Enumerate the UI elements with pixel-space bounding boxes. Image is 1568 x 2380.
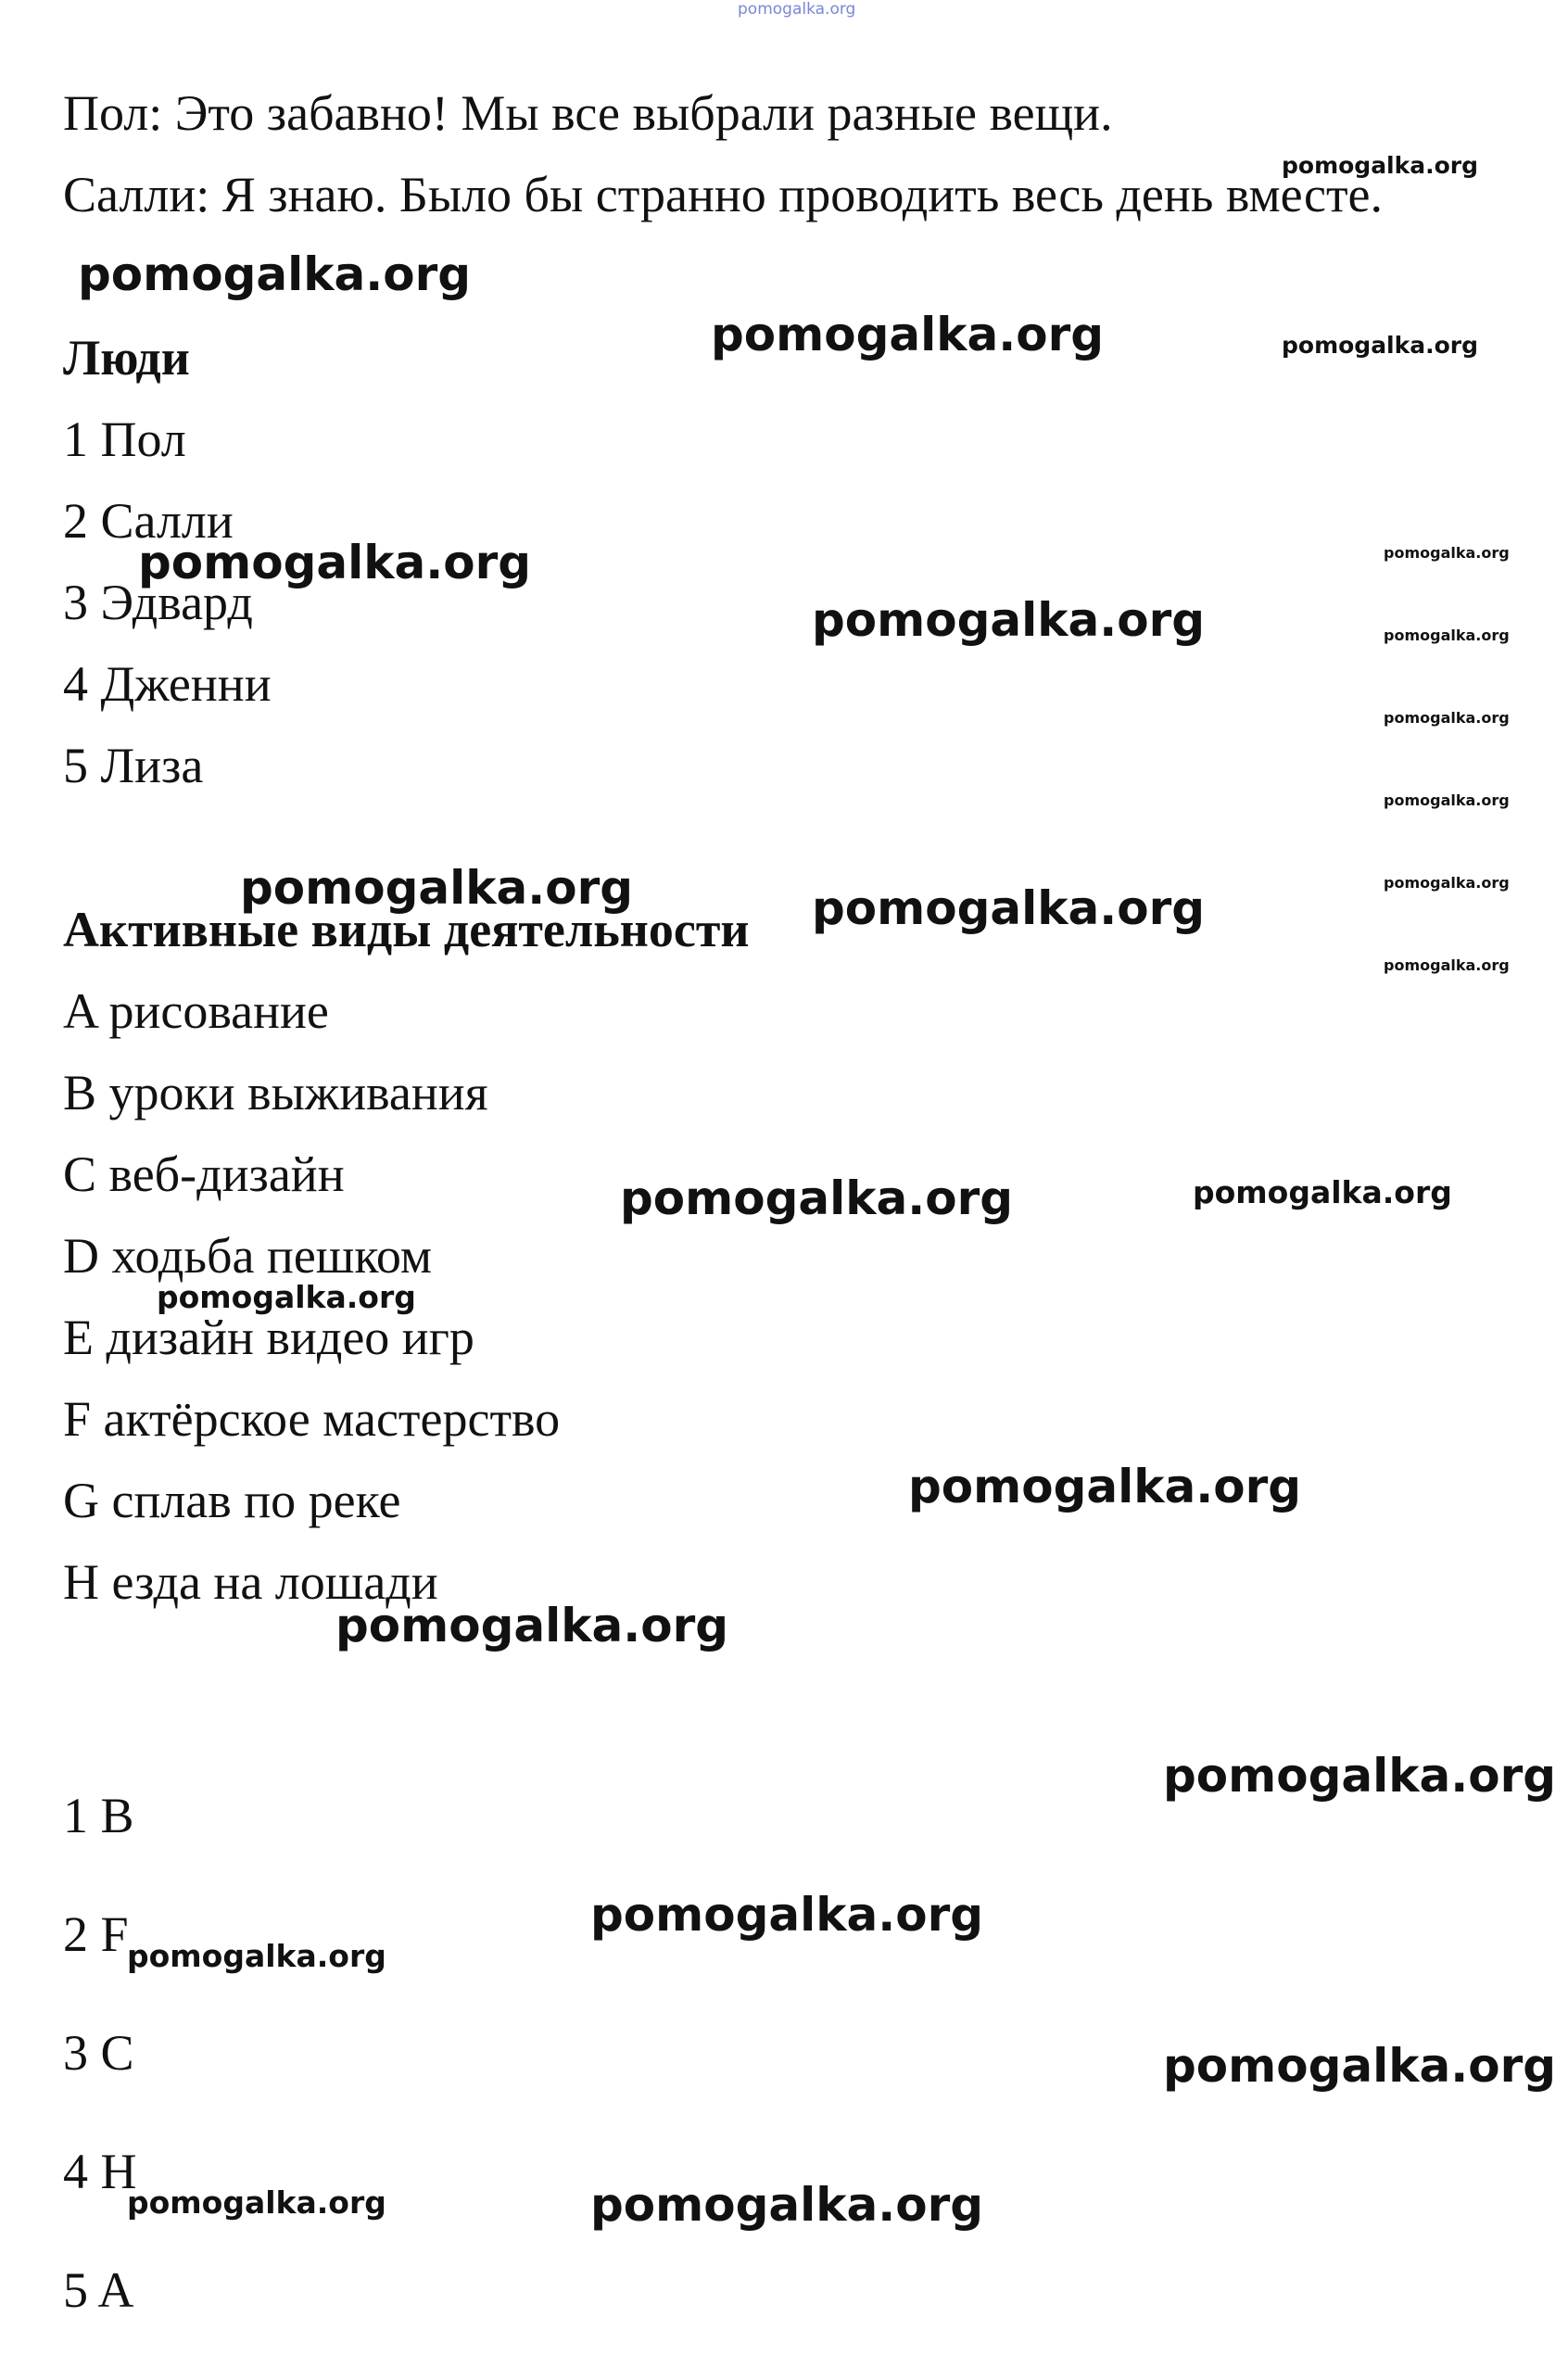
activity-item-d: D ходьба пешком — [63, 1228, 433, 1284]
watermark: pomogalka.org — [590, 2178, 984, 2232]
people-item-5: 5 Лиза — [63, 738, 204, 793]
watermark: pomogalka.org — [1282, 152, 1479, 179]
watermark: pomogalka.org — [590, 1888, 984, 1942]
watermark: pomogalka.org — [1384, 627, 1510, 644]
people-item-1: 1 Пол — [63, 411, 186, 467]
watermark: pomogalka.org — [127, 1938, 386, 1974]
watermark: pomogalka.org — [812, 881, 1206, 935]
watermark: pomogalka.org — [138, 536, 532, 589]
watermark: pomogalka.org — [1384, 956, 1510, 974]
watermark: pomogalka.org — [335, 1599, 729, 1652]
watermark: pomogalka.org — [908, 1460, 1302, 1513]
people-item-4: 4 Дженни — [63, 656, 272, 712]
dialogue-line-1: Пол: Это забавно! Мы все выбрали разные вещи. — [63, 85, 1113, 141]
top-watermark: pomogalka.org — [738, 0, 856, 19]
watermark: pomogalka.org — [1384, 709, 1510, 727]
answer-3: 3 C — [63, 2025, 134, 2081]
people-heading: Люди — [63, 330, 190, 386]
answer-5: 5 A — [63, 2262, 134, 2318]
dialogue-line-2: Салли: Я знаю. Было бы странно проводить весь день вместе. — [63, 167, 1384, 222]
watermark: pomogalka.org — [1384, 791, 1510, 809]
activity-item-b: B уроки выживания — [63, 1065, 488, 1120]
activity-item-g: G сплав по реке — [63, 1473, 401, 1528]
watermark: pomogalka.org — [1282, 332, 1479, 359]
activity-item-h: H езда на лошади — [63, 1554, 438, 1610]
watermark: pomogalka.org — [78, 247, 472, 301]
watermark: pomogalka.org — [1193, 1174, 1452, 1210]
watermark: pomogalka.org — [620, 1171, 1014, 1225]
watermark: pomogalka.org — [1384, 874, 1510, 892]
answer-2: 2 F — [63, 1906, 129, 1962]
watermark: pomogalka.org — [157, 1279, 416, 1315]
answer-4: 4 H — [63, 2144, 137, 2199]
activity-item-f: F актёрское мастерство — [63, 1391, 561, 1447]
activity-item-e: E дизайн видео игр — [63, 1310, 474, 1365]
activity-item-a: A рисование — [63, 983, 329, 1039]
answer-1: 1 B — [63, 1788, 134, 1843]
watermark: pomogalka.org — [1384, 544, 1510, 562]
watermark: pomogalka.org — [127, 2184, 386, 2221]
people-item-2: 2 Салли — [63, 493, 234, 549]
activity-item-c: C веб-дизайн — [63, 1146, 345, 1202]
watermark: pomogalka.org — [812, 593, 1206, 647]
people-item-3: 3 Эдвард — [63, 575, 253, 630]
watermark: pomogalka.org — [1163, 2039, 1557, 2093]
watermark: pomogalka.org — [1163, 1749, 1557, 1803]
activities-heading: Активные виды деятельности — [63, 902, 750, 957]
watermark: pomogalka.org — [240, 861, 634, 915]
watermark: pomogalka.org — [711, 308, 1105, 361]
